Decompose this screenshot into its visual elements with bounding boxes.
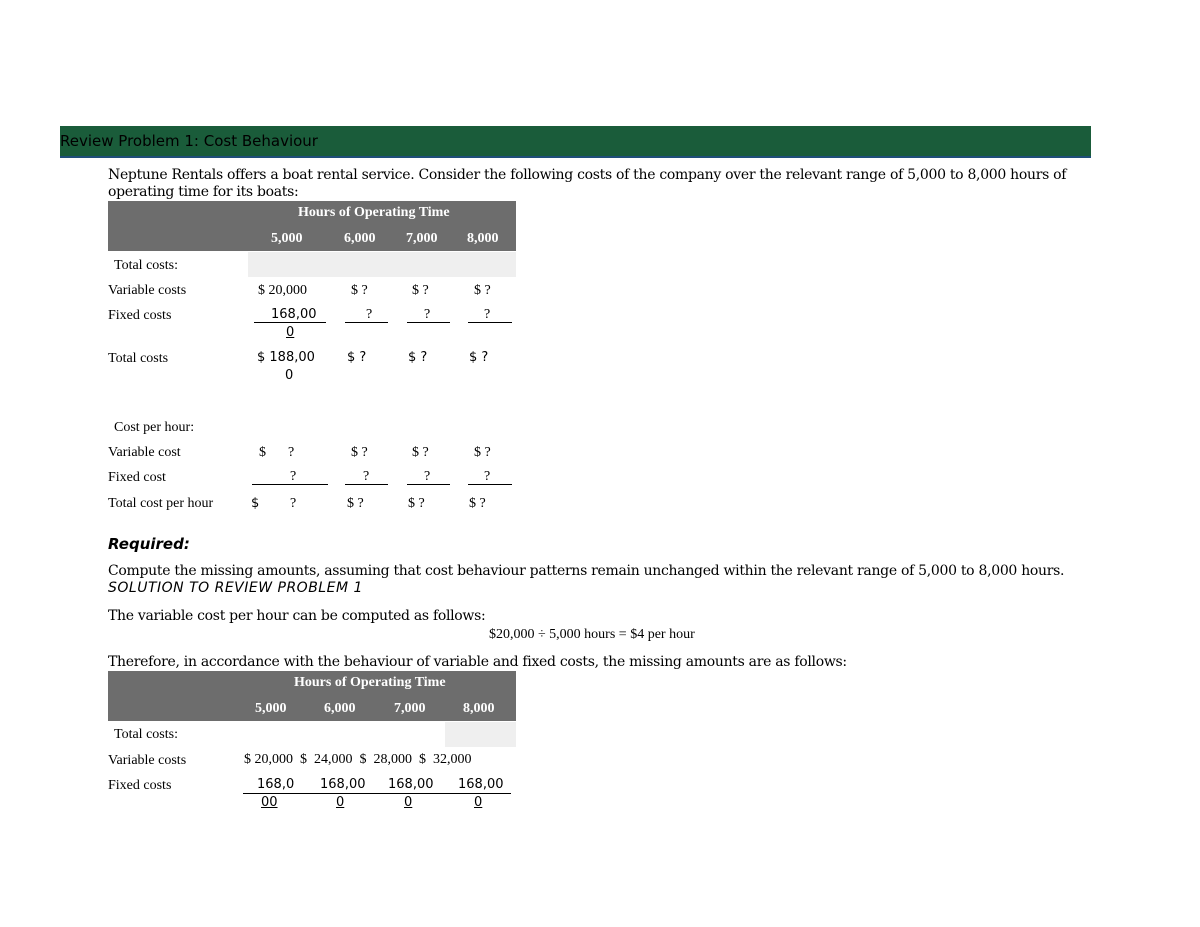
table2-fixed-costs-label: Fixed costs: [108, 778, 172, 793]
table1-variable-cost-5000: ?: [288, 445, 295, 460]
table1-fixed-cost-underline: [345, 484, 388, 485]
table1-total-5000-b: 0: [285, 368, 294, 383]
table1-variable-cost-dollar: $: [259, 445, 266, 460]
table1-col-6000: 6,000: [344, 231, 376, 246]
table1-variable-costs-label: Variable costs: [108, 283, 187, 298]
table1-fixed-underline: [345, 322, 388, 323]
table2-group-header: Hours of Operating Time: [294, 675, 446, 690]
table2-fixed-7000-a: 168,00: [388, 777, 434, 792]
table1-variable-cost-label: Variable cost: [108, 445, 181, 460]
table1-fixed-underline: [254, 322, 326, 323]
table2-fixed-8000-a: 168,00: [458, 777, 504, 792]
table1-fixed-cost-8000: ?: [484, 469, 491, 484]
intro-line-1: Neptune Rentals offers a boat rental service. Consider the following costs of the company over the relevant range of 5,000 to 8,000 hours of: [108, 167, 1067, 183]
table1-fixed-cost-underline: [252, 484, 328, 485]
table2-col-8000: 8,000: [463, 701, 495, 716]
solution-formula: $20,000 ÷ 5,000 hours = $4 per hour: [489, 627, 695, 642]
table1-col-5000: 5,000: [271, 231, 303, 246]
table1-total-per-hour-7000: $ ?: [408, 496, 425, 511]
table1-total-per-hour-dollar: $: [251, 496, 260, 511]
table1-cost-per-hour-label: Cost per hour:: [114, 420, 195, 435]
table1-total-7000: $ ?: [408, 350, 428, 365]
table1-fixed-5000-b: 0: [286, 325, 295, 340]
table1-fixed-cost-underline: [407, 484, 450, 485]
table1-total-6000: $ ?: [347, 350, 367, 365]
table2-fixed-6000-a: 168,00: [320, 777, 366, 792]
table1-total-per-hour-label: Total cost per hour: [108, 496, 214, 511]
table1-fixed-cost-label: Fixed cost: [108, 470, 166, 485]
table2-shaded-cell: [445, 722, 516, 747]
table1-fixed-cost-6000: ?: [363, 469, 370, 484]
table1-total-per-hour-6000: $ ?: [347, 496, 364, 511]
table1-variable-6000: $ ?: [351, 283, 368, 298]
table1-variable-cost-6000: $ ?: [351, 445, 368, 460]
table2-col-6000: 6,000: [324, 701, 356, 716]
table1-variable-7000: $ ?: [412, 283, 429, 298]
table2-fixed-7000-b: 0: [404, 795, 413, 810]
table1-variable-8000: $ ?: [474, 283, 491, 298]
table1-fixed-underline: [407, 322, 450, 323]
required-heading: Required:: [108, 535, 190, 553]
table2-fixed-5000-b: 00: [261, 795, 278, 810]
table2-fixed-6000-b: 0: [336, 795, 345, 810]
table1-fixed-underline: [468, 322, 512, 323]
table1-total-per-hour-5000: ?: [290, 496, 297, 511]
table1-fixed-7000: ?: [424, 307, 431, 322]
table1-fixed-6000: ?: [366, 307, 373, 322]
table2-variable-costs-label: Variable costs: [108, 753, 187, 768]
table2-variable-costs-row: $ 20,000 $ 24,000 $ 28,000 $ 32,000: [244, 752, 472, 767]
table1-variable-5000: $ 20,000: [258, 283, 307, 298]
table2-total-costs-label: Total costs:: [114, 727, 178, 742]
required-text: Compute the missing amounts, assuming that cost behaviour patterns remain unchanged within the relevant range of 5,000 to 8,000 hours.: [108, 563, 1065, 579]
page-title: Review Problem 1: Cost Behaviour: [60, 132, 318, 150]
solution-heading: SOLUTION TO REVIEW PROBLEM 1: [108, 580, 363, 596]
table1-total-label: Total costs: [108, 351, 169, 366]
table1-col-7000: 7,000: [406, 231, 438, 246]
table1-fixed-8000: ?: [484, 307, 491, 322]
table2-fixed-5000-a: 168,0: [257, 777, 295, 792]
table1-group-header: Hours of Operating Time: [298, 205, 450, 220]
table1-variable-cost-8000: $ ?: [474, 445, 491, 460]
table2-col-7000: 7,000: [394, 701, 426, 716]
table1-fixed-costs-label: Fixed costs: [108, 308, 172, 323]
solution-line-1: The variable cost per hour can be computed as follows:: [108, 608, 486, 624]
table1-fixed-5000-a: 168,00: [271, 307, 317, 322]
table1-fixed-cost-5000: ?: [290, 469, 297, 484]
table1-total-per-hour-8000: $ ?: [469, 496, 486, 511]
table2-fixed-underline: [243, 793, 511, 794]
table1-fixed-cost-underline: [468, 484, 512, 485]
table1-total-5000-a: $ 188,00: [257, 350, 315, 365]
table1-total-costs-label: Total costs:: [114, 258, 178, 273]
table1-variable-cost-7000: $ ?: [412, 445, 429, 460]
intro-line-2: operating time for its boats:: [108, 184, 299, 200]
table1-shaded-band: [248, 252, 516, 277]
table2-col-5000: 5,000: [255, 701, 287, 716]
solution-line-2: Therefore, in accordance with the behaviour of variable and fixed costs, the missing amounts are as follows:: [108, 654, 847, 670]
table1-col-8000: 8,000: [467, 231, 499, 246]
table1-fixed-cost-7000: ?: [424, 469, 431, 484]
table1-total-8000: $ ?: [469, 350, 489, 365]
table2-fixed-8000-b: 0: [474, 795, 483, 810]
